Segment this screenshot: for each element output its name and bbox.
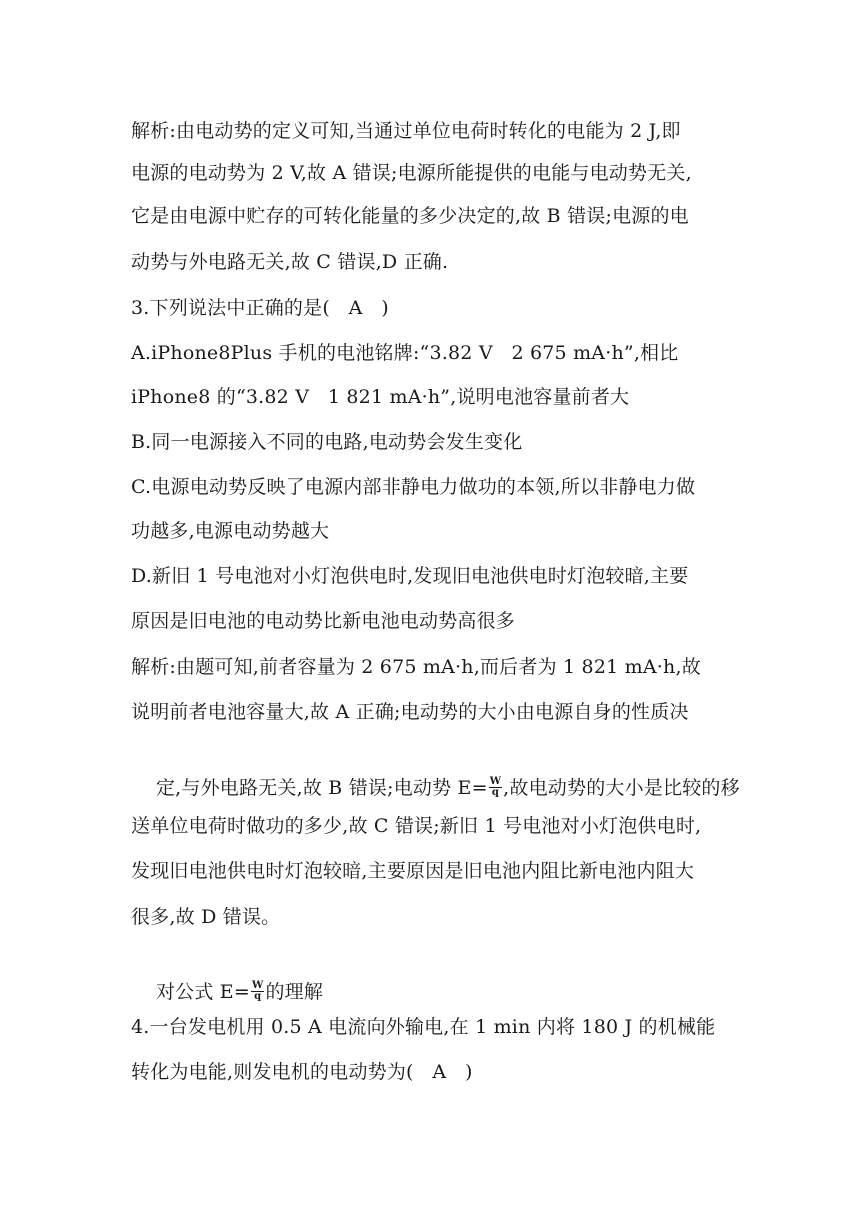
q3-analysis-line: 解析:由题可知,前者容量为 2 675 mA·h,而后者为 1 821 mA·h,故 bbox=[131, 656, 701, 678]
q3-analysis-line: 说明前者电池容量大,故 A 正确;电动势的大小由电源自身的性质决 bbox=[131, 701, 689, 723]
q3-option-d-cont: 原因是旧电池的电动势比新电池电动势高很多 bbox=[131, 610, 516, 632]
q3-stem: 3.下列说法中正确的是( A ) bbox=[131, 297, 389, 319]
q4-stem: 4.一台发电机用 0.5 A 电流向外输电,在 1 min 内将 180 J 的机械能 bbox=[131, 1016, 716, 1038]
q3-option-c-cont: 功越多,电源电动势越大 bbox=[131, 520, 330, 542]
q3-option-a: A.iPhone8Plus 手机的电池铭牌:“3.82 V 2 675 mA·h”,相比 bbox=[131, 342, 679, 364]
formula-fraction bbox=[489, 777, 502, 798]
q3-analysis-line: 送单位电荷时做功的多少,故 C 错误;新旧 1 号电池对小灯泡供电时, bbox=[131, 815, 702, 837]
fraction-numerator: W bbox=[252, 979, 264, 991]
q3-option-b: B.同一电源接入不同的电路,电动势会发生变化 bbox=[131, 431, 523, 453]
fraction-denominator: q bbox=[491, 786, 500, 798]
q2-analysis-line: 电源的电动势为 2 V,故 A 错误;电源所能提供的电能与电动势无关, bbox=[131, 162, 692, 184]
formula-fraction bbox=[251, 981, 264, 1002]
q4-stem-cont: 转化为电能,则发电机的电动势为( A ) bbox=[131, 1061, 473, 1083]
q3-analysis-line: 很多,故 D 错误。 bbox=[131, 906, 281, 928]
q3-option-a-cont: iPhone8 的“3.82 V 1 821 mA·h”,说明电池容量前者大 bbox=[131, 386, 630, 408]
q2-analysis-line: 它是由电源中贮存的可转化能量的多少决定的,故 B 错误;电源的电 bbox=[131, 205, 689, 227]
fraction-denominator: q bbox=[254, 990, 262, 1002]
q3-analysis-text: 定,与外电路无关,故 B 错误;电动势 E= bbox=[155, 777, 488, 799]
q3-analysis-text: ,故电动势的大小是比较的移 bbox=[503, 777, 740, 799]
q3-option-d: D.新旧 1 号电池对小灯泡供电时,发现旧电池供电时灯泡较暗,主要 bbox=[131, 565, 689, 587]
fraction-numerator: W bbox=[489, 775, 502, 787]
section-heading-text: 对公式 E= bbox=[155, 981, 250, 1003]
q2-analysis-line: 解析:由电动势的定义可知,当通过单位电荷时转化的电能为 2 J,即 bbox=[131, 120, 681, 142]
q2-analysis-line: 动势与外电路无关,故 C 错误,D 正确. bbox=[131, 251, 449, 273]
q3-analysis-line: 发现旧电池供电时灯泡较暗,主要原因是旧电池内阻比新电池内阻大 bbox=[131, 860, 695, 882]
q3-option-c: C.电源电动势反映了电源内部非静电力做功的本领,所以非静电力做 bbox=[131, 476, 696, 498]
section-heading-text: 的理解 bbox=[265, 981, 324, 1003]
